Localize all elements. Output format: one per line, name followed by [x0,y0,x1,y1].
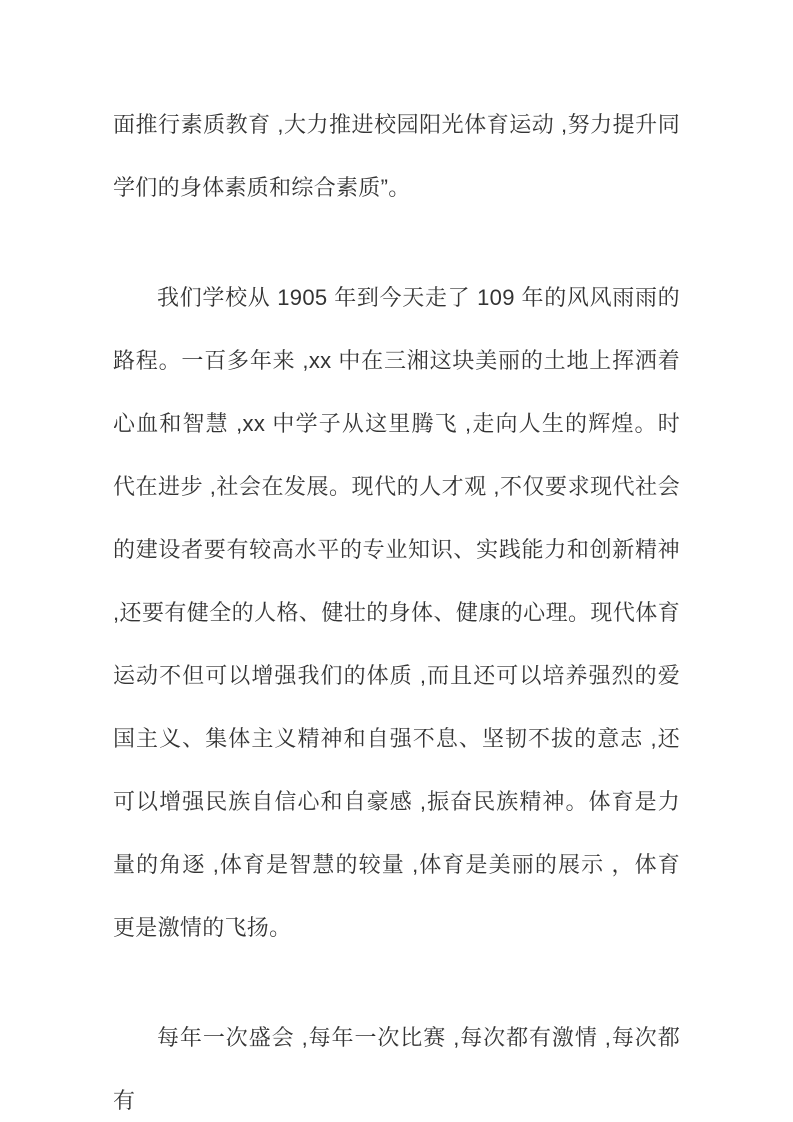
paragraph-1: 面推行素质教育 ,大力推进校园阳光体育运动 ,努力提升同学们的身体素质和综合素质”。 [113,112,680,200]
paragraph-2: 我们学校从 1905 年到今天走了 109 年的风风雨雨的路程。一百多年来 ,xx 中在三湘这块美丽的土地上挥洒着心血和智慧 ,xx 中学子从这里腾飞 ,走向人生的辉煌。时代在进步 ,社会在发展。现代的人才观 ,不仅要求现代社会的建设者要有较高水平的专业知识、实践能力和创新精神 ,还要有健全的人格、健壮的身体、健康的心理。现代体育运动不但可以增强我们的体质 ,而且还可以培养强烈的爱国主义、集体主义精神和自强不息、坚韧不拔的意志 ,还可以增强民族自信心和自豪感 ,振奋民族精神。体育是力量的角逐 ,体育是智慧的较量 ,体育是美丽的展示 ，体育更是激情的飞扬。 [113,285,680,940]
paragraph-3: 每年一次盛会 ,每年一次比赛 ,每次都有激情 ,每次都有 [113,1025,680,1113]
